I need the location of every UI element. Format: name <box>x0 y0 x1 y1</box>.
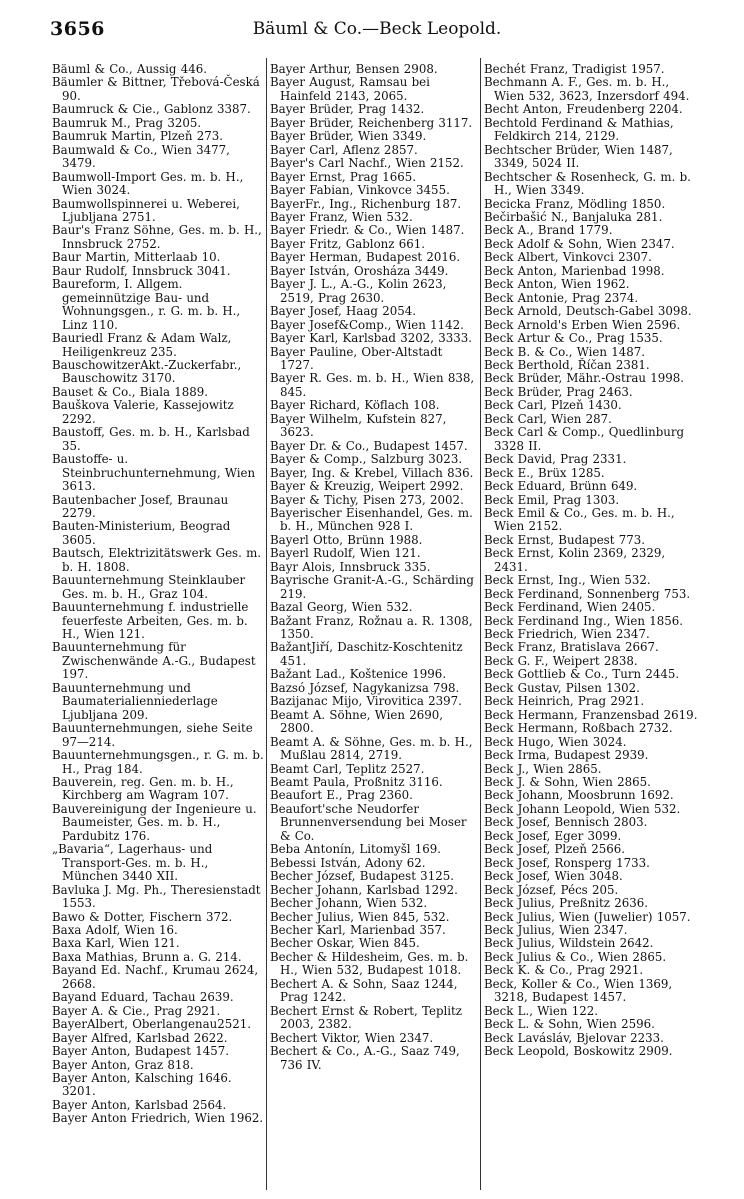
directory-entry: Bechert A. & Sohn, Saaz 1244, Prag 1242. <box>270 976 458 1005</box>
directory-entry: Bauriedl Franz & Adam Walz, Heiligenkreuz 235. <box>52 331 232 359</box>
directory-entry: Bayer A. & Cie., Prag 2921. <box>52 1003 221 1018</box>
page-header <box>50 18 704 48</box>
directory-entry: Bauunternehmungen, siehe Seite 97—214. <box>52 721 253 749</box>
directory-entry: Bayer Anton, Budapest 1457. <box>52 1044 229 1059</box>
directory-entry: Beck L., Wien 122. <box>484 1003 599 1018</box>
directory-entry: Becher Johann, Karlsbad 1292. <box>270 882 458 897</box>
directory-entry: Beck J., Wien 2865. <box>484 761 602 776</box>
directory-entry: Bayer Herman, Budapest 2016. <box>270 250 461 265</box>
directory-entry: Bayer R. Ges. m. b. H., Wien 838, 845. <box>270 371 475 399</box>
directory-entry: Bayer J. L., A.-G., Kolin 2623, 2519, Prag 2630. <box>270 277 447 305</box>
directory-entry: Bayer Ernst, Prag 1665. <box>270 169 417 184</box>
directory-entry: Bauunternehmung und Baumaterialienniederlage Ljubljana 209. <box>52 680 218 722</box>
directory-entry: Becher Karl, Marienbad 357. <box>270 923 446 937</box>
directory-entry: Beck Arnold, Deutsch-Gabel 3098. <box>484 304 692 319</box>
directory-entry: Bavluka J. Mg. Ph., Theresienstadt 1553. <box>52 882 261 911</box>
directory-entry: Bauvereinigung der Ingenieure u. Baumeister, Ges. m. b. H., Pardubitz 176. <box>52 801 257 843</box>
directory-entry: Beck Johann, Moosbrunn 1692. <box>484 788 674 803</box>
directory-entry: Bechmann A. F., Ges. m. b. H., Wien 532, 3623, Inzersdorf 494. <box>484 75 690 103</box>
directory-entry: BažantJiří, Daschitz-Koschtenitz 451. <box>270 640 463 668</box>
directory-entry: Bayer Anton, Kalsching 1646. 3201. <box>52 1070 232 1099</box>
directory-entry: Bechert & Co., A.-G., Saaz 749, 736 IV. <box>270 1044 460 1072</box>
directory-entry: Beck Carl & Comp., Quedlinburg 3328 II. <box>484 425 685 453</box>
directory-entry: Beck Brüder, Mähr.-Ostrau 1998. <box>484 371 684 386</box>
directory-entry: Bauunternehmungsgen., r. G. m. b. H., Prag 184. <box>52 748 264 776</box>
directory-entry: Beamt Carl, Teplitz 2527. <box>270 761 425 776</box>
directory-entry: Bayer Josef, Haag 2054. <box>270 304 416 319</box>
directory-entry: Beck Julius, Wildstein 2642. <box>484 936 654 951</box>
directory-entry: Beck Josef, Bennisch 2803. <box>484 815 648 830</box>
directory-entry: Beck Friedrich, Wien 2347. <box>484 627 650 642</box>
directory-entry: Becher Oskar, Wien 845. <box>270 936 420 951</box>
directory-entry: Baur Rudolf, Innsbruck 3041. <box>52 263 231 278</box>
directory-entry: Bayer Brüder, Reichenberg 3117. <box>270 115 473 130</box>
directory-entry: Bautsch, Elektrizitätswerk Ges. m. b. H. 1808. <box>52 546 262 574</box>
directory-entry: Bayand Ed. Nachf., Krumau 2624, 2668. <box>52 963 259 991</box>
directory-entry: Bauten-Ministerium, Beograd 3605. <box>52 519 231 547</box>
directory-entry: Bechtscher Brüder, Wien 1487, 3349, 5024 II. <box>484 142 673 171</box>
directory-entry: Beck Hermann, Franzensbad 2619. <box>484 707 698 722</box>
directory-entry: Bečirbašić N., Banjaluka 281. <box>484 209 663 224</box>
directory-entry: Baumruk M., Prag 3205. <box>52 115 202 130</box>
directory-entry: Bayrische Granit-A.-G., Schärding 219. <box>270 573 474 601</box>
directory-entry: Beck Gottlieb & Co., Turn 2445. <box>484 667 680 682</box>
directory-entry: Beck Carl, Wien 287. <box>484 411 612 426</box>
directory-entry: Beck Hugo, Wien 3024. <box>484 734 627 749</box>
directory-entry: Baumwollspinnerei u. Weberei, Ljubljana 2751. <box>52 196 240 224</box>
directory-entry: Beck Ferdinand, Wien 2405. <box>484 600 656 615</box>
directory-entry: Baumruck & Cie., Gablonz 3387. <box>52 102 251 117</box>
directory-entry: Bauverein, reg. Gen. m. b. H., Kirchberg am Wagram 107. <box>52 775 234 803</box>
directory-entry: Beck Josef, Wien 3048. <box>484 869 623 884</box>
directory-entry: Beck Josef, Ronsperg 1733. <box>484 855 650 870</box>
directory-entry: Bayer & Kreuzig, Weipert 2992. <box>270 479 464 494</box>
directory-entry: Bechert Ernst & Robert, Teplitz 2003, 2382. <box>270 1003 462 1032</box>
directory-entry: Bechtold Ferdinand & Mathias, Feldkirch 214, 2129. <box>484 115 674 144</box>
directory-entry: Beck Irma, Budapest 2939. <box>484 748 649 763</box>
directory-entry: Bayer Anton, Graz 818. <box>52 1057 194 1072</box>
directory-entry: Bayer Richard, Köflach 108. <box>270 398 440 413</box>
directory-entry: Bayer's Carl Nachf., Wien 2152. <box>270 156 464 171</box>
directory-entry: Beck David, Prag 2331. <box>484 452 627 467</box>
directory-entry: Beck Josef, Plzeň 2566. <box>484 842 625 857</box>
directory-entry: Beck Berthold, Říčan 2381. <box>484 357 650 372</box>
directory-entry: Beamt A. Söhne, Wien 2690, 2800. <box>270 707 444 736</box>
directory-entry: Bayand Eduard, Tachau 2639. <box>52 990 234 1005</box>
directory-entry: Bautenbacher Josef, Braunau 2279. <box>52 492 229 520</box>
directory-entry: Bayer Anton, Karlsbad 2564. <box>52 1097 227 1112</box>
directory-entry: Beck Julius, Preßnitz 2636. <box>484 896 648 911</box>
directory-entry: Bayer August, Ramsau bei Hainfeld 2143, 2065. <box>270 75 430 103</box>
directory-entry: Bazijanac Mijo, Virovitica 2397. <box>270 694 462 709</box>
directory-entry: Beck Adolf & Sohn, Wien 2347. <box>484 236 675 251</box>
directory-entry: Bauškova Valerie, Kassejowitz 2292. <box>52 398 234 426</box>
directory-entry: Beck B. & Co., Wien 1487. <box>484 344 646 359</box>
directory-entry: Beck Lavásláv, Bjelovar 2233. <box>484 1030 664 1045</box>
directory-entry: Beck Emil, Prag 1303. <box>484 492 620 507</box>
directory-entry: Beck Leopold, Boskowitz 2909. <box>484 1044 673 1059</box>
directory-entry: Beck Ferdinand, Sonnenberg 753. <box>484 586 691 601</box>
directory-column-1 <box>52 63 264 1193</box>
directory-column-2 <box>270 63 478 1193</box>
directory-entry: Bayer Karl, Karlsbad 3202, 3333. <box>270 331 472 346</box>
directory-entry: Beck Artur & Co., Prag 1535. <box>484 331 663 346</box>
directory-entry: Bayerl Otto, Brünn 1988. <box>270 532 423 547</box>
directory-entry: Bayer Brüder, Prag 1432. <box>270 102 425 117</box>
directory-entry: Beck E., Brüx 1285. <box>484 465 605 480</box>
directory-entry: Becht Anton, Freudenberg 2204. <box>484 102 683 117</box>
directory-entry: Bauunternehmung f. industrielle feuerfeste Arbeiten, Ges. m. b. H., Wien 121. <box>52 600 249 642</box>
directory-entry: Beck Gustav, Pilsen 1302. <box>484 680 640 695</box>
directory-entry: Bebessi István, Adony 62. <box>270 855 426 870</box>
directory-entry: Beck Johann Leopold, Wien 532. <box>484 801 681 816</box>
directory-entry: Beba Antonín, Litomyšl 169. <box>270 842 442 857</box>
directory-entry: Bayer & Tichy, Pisen 273, 2002. <box>270 492 464 507</box>
directory-entry: Beck A., Brand 1779. <box>484 223 613 238</box>
directory-entry: Bayer Brüder, Wien 3349. <box>270 129 427 144</box>
directory-entry: Baxa Karl, Wien 121. <box>52 936 180 951</box>
directory-entry: Beck L. & Sohn, Wien 2596. <box>484 1017 655 1032</box>
directory-entry: Beck József, Pécs 205. <box>484 882 619 897</box>
directory-entry: Beamt Paula, Proßnitz 3116. <box>270 775 443 790</box>
directory-entry: Becher József, Budapest 3125. <box>270 869 454 884</box>
directory-entry: Baumwald & Co., Wien 3477, 3479. <box>52 142 230 171</box>
directory-entry: Bayer Arthur, Bensen 2908. <box>270 63 438 76</box>
directory-entry: Bäuml & Co., Aussig 446. <box>52 63 207 76</box>
directory-entry: Bayer Pauline, Ober-Altstadt 1727. <box>270 344 443 372</box>
directory-entry: Bauunternehmung für Zwischenwände A.-G., Budapest 197. <box>52 640 256 682</box>
directory-entry: Becicka Franz, Mödling 1850. <box>484 196 666 211</box>
directory-entry: Beck Ferdinand Ing., Wien 1856. <box>484 613 684 628</box>
directory-entry: Beck Hermann, Roßbach 2732. <box>484 721 673 736</box>
directory-entry: Baur Martin, Mitterlaab 10. <box>52 250 221 265</box>
directory-entry: Bawo & Dotter, Fischern 372. <box>52 909 233 924</box>
page-number: 3656 <box>50 18 105 40</box>
directory-entry: Baustoff, Ges. m. b. H., Karlsbad 35. <box>52 425 250 453</box>
directory-entry: Beck J. & Sohn, Wien 2865. <box>484 775 651 790</box>
directory-entry: Beck Brüder, Prag 2463. <box>484 384 633 399</box>
directory-entry: Baumruk Martin, Plzeň 273. <box>52 129 224 144</box>
directory-entry: BauschowitzerAkt.-Zuckerfabr., Bauschowitz 3170. <box>52 357 242 386</box>
directory-entry: Bažant Franz, Rožnau a. R. 1308, 1350. <box>270 613 473 642</box>
directory-entry: Bayerischer Eisenhandel, Ges. m. b. H., München 928 I. <box>270 505 473 534</box>
directory-entry: Bayer & Comp., Salzburg 3023. <box>270 452 463 467</box>
directory-entry: Beck Julius, Wien (Juwelier) 1057. <box>484 909 691 924</box>
directory-entry: Beck Anton, Wien 1962. <box>484 277 630 292</box>
directory-entry: „Bavaria“, Lagerhaus- und Transport-Ges. m. b. H., München 3440 XII. <box>52 842 213 884</box>
directory-entry: Beck Ernst, Ing., Wien 532. <box>484 573 651 588</box>
directory-entry: Bayer Fabian, Vinkovce 3455. <box>270 183 450 198</box>
directory-entry: Bauset & Co., Biala 1889. <box>52 384 209 399</box>
directory-entry: Bayer Franz, Wien 532. <box>270 209 413 224</box>
directory-entry: Bayer Wilhelm, Kufstein 827, 3623. <box>270 411 447 440</box>
directory-entry: Beck Franz, Bratislava 2667. <box>484 640 659 655</box>
directory-entry: Beck Carl, Plzeň 1430. <box>484 398 622 413</box>
directory-entry: Baxa Mathias, Brunn a. G. 214. <box>52 949 242 964</box>
directory-entry: Beck, Koller & Co., Wien 1369, 3218, Budapest 1457. <box>484 976 673 1005</box>
directory-entry: Baur's Franz Söhne, Ges. m. b. H., Innsbruck 2752. <box>52 223 262 251</box>
column-divider <box>266 58 267 1190</box>
directory-entry: Beck Julius & Co., Wien 2865. <box>484 949 667 964</box>
directory-entry: Beck Eduard, Brünn 649. <box>484 479 638 494</box>
directory-entry: Baumwoll-Import Ges. m. b. H., Wien 3024. <box>52 169 244 198</box>
directory-entry: Beck Albert, Vinkovci 2307. <box>484 250 652 265</box>
directory-entry: Baxa Adolf, Wien 16. <box>52 923 178 937</box>
running-head: Bäuml & Co.—Beck Leopold. <box>252 19 502 39</box>
directory-column-3 <box>484 63 698 1193</box>
directory-entry: Bauunternehmung Steinklauber Ges. m. b. H., Graz 104. <box>52 573 246 601</box>
directory-entry: Beck Anton, Marienbad 1998. <box>484 263 665 278</box>
directory-entry: Beck Emil & Co., Ges. m. b. H., Wien 2152. <box>484 505 675 534</box>
directory-entry: Bayerl Rudolf, Wien 121. <box>270 546 421 561</box>
directory-entry: Bayer Dr. & Co., Budapest 1457. <box>270 438 468 453</box>
directory-entry: Baureform, I. Allgem. gemeinnützige Bau- und Wohnungsgen., r. G. m. b. H., Linz 110. <box>52 277 241 332</box>
directory-entry: Bazal Georg, Wien 532. <box>270 600 413 615</box>
directory-entry: Beck K. & Co., Prag 2921. <box>484 963 644 978</box>
directory-entry: BayerAlbert, Oberlangenau2521. <box>52 1017 251 1032</box>
directory-entry: Beck Josef, Eger 3099. <box>484 828 622 843</box>
directory-entry: Bažant Lad., Koštenice 1996. <box>270 667 447 682</box>
directory-entry: Becher Julius, Wien 845, 532. <box>270 909 450 924</box>
directory-entry: Bechtscher & Rosenheck, G. m. b. H., Wien 3349. <box>484 169 691 198</box>
directory-entry: Bäumler & Bittner, Třebová-Česká 90. <box>52 75 260 103</box>
directory-entry: Bayer Alfred, Karlsbad 2622. <box>52 1030 228 1045</box>
directory-entry: Bayr Alois, Innsbruck 335. <box>270 559 431 574</box>
directory-entry: Beck Arnold's Erben Wien 2596. <box>484 317 681 332</box>
directory-entry: Bechét Franz, Tradigist 1957. <box>484 63 665 76</box>
directory-entry: Beaufort'sche Neudorfer Brunnenversendung bei Moser & Co. <box>270 801 467 843</box>
directory-entry: Becher Johann, Wien 532. <box>270 896 428 911</box>
directory-entry: Bayer Anton Friedrich, Wien 1962. <box>52 1111 264 1126</box>
directory-entry: Bayer, Ing. & Krebel, Villach 836. <box>270 465 474 480</box>
directory-entry: Bayer István, Orosháza 3449. <box>270 263 449 278</box>
directory-entry: Beck Ernst, Kolin 2369, 2329, 2431. <box>484 546 666 574</box>
directory-entry: Baustoffe- u. Steinbruchunternehmung, Wien 3613. <box>52 452 256 494</box>
directory-entry: BayerFr., Ing., Richenburg 187. <box>270 196 462 211</box>
directory-entry: Becher & Hildesheim, Ges. m. b. H., Wien 532, Budapest 1018. <box>270 949 469 978</box>
directory-entry: Bayer Carl, Aflenz 2857. <box>270 142 418 157</box>
directory-entry: Beck Antonie, Prag 2374. <box>484 290 639 305</box>
directory-entry: Bayer Josef&Comp., Wien 1142. <box>270 317 464 332</box>
directory-entry: Beck Ernst, Budapest 773. <box>484 532 645 547</box>
column-divider <box>480 58 481 1190</box>
directory-entry: Bechert Viktor, Wien 2347. <box>270 1030 434 1045</box>
directory-entry: Beamt A. & Söhne, Ges. m. b. H., Mußlau 2814, 2719. <box>270 734 473 763</box>
directory-entry: Bayer Friedr. & Co., Wien 1487. <box>270 223 465 238</box>
directory-entry: Bayer Fritz, Gablonz 661. <box>270 236 426 251</box>
directory-entry: Beaufort E., Prag 2360. <box>270 788 413 803</box>
directory-entry: Beck Heinrich, Prag 2921. <box>484 694 645 709</box>
directory-entry: Bazsó József, Nagykanizsa 798. <box>270 680 460 695</box>
directory-entry: Beck G. F., Weipert 2838. <box>484 653 638 668</box>
directory-entry: Beck Julius, Wien 2347. <box>484 923 628 937</box>
